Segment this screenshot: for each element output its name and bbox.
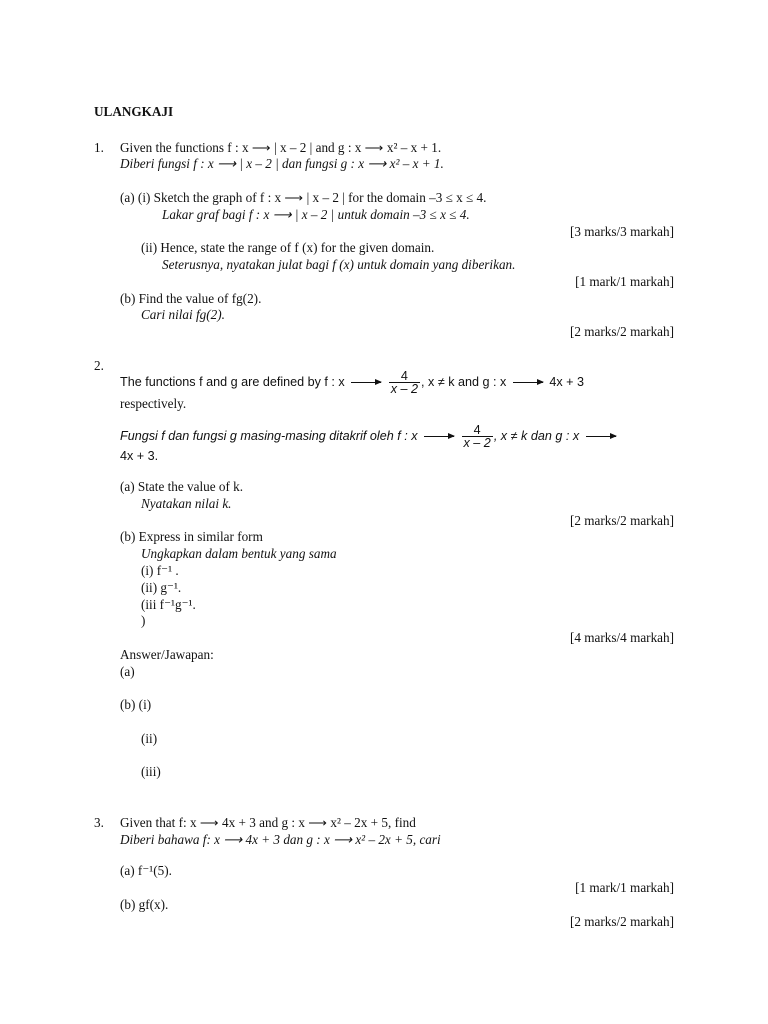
maps-to-arrow-icon bbox=[351, 382, 381, 383]
q2-fraction-numerator: 4 bbox=[389, 370, 420, 383]
q2-b-en: (b) Express in similar form bbox=[120, 529, 263, 544]
q2-stem-ms-mid: , x ≠ k dan g : x bbox=[493, 429, 580, 443]
q2-fraction-ms-numerator: 4 bbox=[462, 424, 493, 437]
q2-b-iii: (iii f⁻¹g⁻¹. bbox=[141, 597, 196, 612]
q1-a-i-marks: [3 marks/3 markah] bbox=[570, 224, 674, 239]
q1-a-i-en: (a) (i) Sketch the graph of f : x ⟶ | x – 2 | for the domain –3 ≤ x ≤ 4. bbox=[120, 190, 487, 205]
q2-stem-ms-pre: Fungsi f dan fungsi g masing-masing ditakrif oleh f : x bbox=[120, 429, 418, 443]
q1-a-ii-ms: Seterusnya, nyatakan julat bagi f (x) untuk domain yang diberikan. bbox=[162, 257, 516, 272]
q2-stem-ms bbox=[120, 424, 619, 449]
q3-a: (a) f⁻¹(5). bbox=[120, 863, 172, 878]
q2-b-ms: Ungkapkan dalam bentuk yang sama bbox=[141, 546, 337, 561]
q2-a-en: (a) State the value of k. bbox=[120, 479, 244, 494]
q2-number: 2. bbox=[94, 358, 104, 373]
q3-stem-en: Given that f: x ⟶ 4x + 3 and g : x ⟶ x² – 2x + 5, find bbox=[120, 815, 416, 830]
q2-answer-b-iii: (iii) bbox=[141, 764, 161, 779]
q1-a-i-ms: Lakar graf bagi f : x ⟶ | x – 2 | untuk domain –3 ≤ x ≤ 4. bbox=[162, 207, 470, 222]
maps-to-arrow-icon bbox=[424, 436, 454, 437]
q2-a-ms: Nyatakan nilai k. bbox=[141, 496, 232, 511]
q2-a-marks: [2 marks/2 markah] bbox=[570, 513, 674, 528]
q1-b-ms: Cari nilai fg(2). bbox=[141, 307, 225, 322]
q2-answer-label: Answer/Jawapan: bbox=[120, 647, 214, 662]
page-title: ULANGKAJI bbox=[94, 104, 174, 119]
q3-number: 3. bbox=[94, 815, 104, 830]
q2-b-iii-close: ) bbox=[141, 613, 146, 628]
q1-b-en: (b) Find the value of fg(2). bbox=[120, 291, 262, 306]
q2-fraction-denominator: x – 2 bbox=[390, 382, 419, 397]
q2-answer-b-ii: (ii) bbox=[141, 731, 158, 746]
q2-stem-en-line2: respectively. bbox=[120, 396, 187, 411]
q2-stem-en-post: 4x + 3 bbox=[549, 375, 585, 389]
q1-a-ii-marks: [1 mark/1 markah] bbox=[575, 274, 674, 289]
q2-b-marks: [4 marks/4 markah] bbox=[570, 630, 674, 645]
maps-to-arrow-icon bbox=[586, 436, 616, 437]
q3-b-marks: [2 marks/2 markah] bbox=[570, 914, 674, 929]
q1-b-marks: [2 marks/2 markah] bbox=[570, 324, 674, 339]
q2-answer-a: (a) bbox=[120, 664, 135, 679]
q1-a-ii-en: (ii) Hence, state the range of f (x) for the given domain. bbox=[141, 240, 435, 255]
q2-answer-b-i: (b) (i) bbox=[120, 697, 152, 712]
q2-stem-en-mid: , x ≠ k and g : x bbox=[421, 375, 507, 389]
q2-stem-en bbox=[120, 370, 584, 395]
q2-stem-ms-line2: 4x + 3. bbox=[120, 449, 159, 463]
q2-fraction-ms bbox=[462, 424, 493, 449]
q1-stem-ms: Diberi fungsi f : x ⟶ | x – 2 | dan fungsi g : x ⟶ x² – x + 1. bbox=[120, 156, 444, 171]
q3-a-marks: [1 mark/1 markah] bbox=[575, 880, 674, 895]
q1-stem-en: Given the functions f : x ⟶ | x – 2 | and g : x ⟶ x² – x + 1. bbox=[120, 140, 442, 155]
q2-fraction-ms-denominator: x – 2 bbox=[463, 436, 491, 451]
q2-b-ii: (ii) g⁻¹. bbox=[141, 580, 182, 595]
q2-b-i: (i) f⁻¹ . bbox=[141, 563, 179, 578]
q1-number: 1. bbox=[94, 140, 104, 155]
maps-to-arrow-icon bbox=[513, 382, 543, 383]
q3-stem-ms: Diberi bahawa f: x ⟶ 4x + 3 dan g : x ⟶ x² – 2x + 5, cari bbox=[120, 832, 441, 847]
q3-b: (b) gf(x). bbox=[120, 897, 169, 912]
q2-fraction bbox=[389, 370, 420, 395]
q2-stem-en-pre: The functions f and g are defined by f : x bbox=[120, 375, 345, 389]
